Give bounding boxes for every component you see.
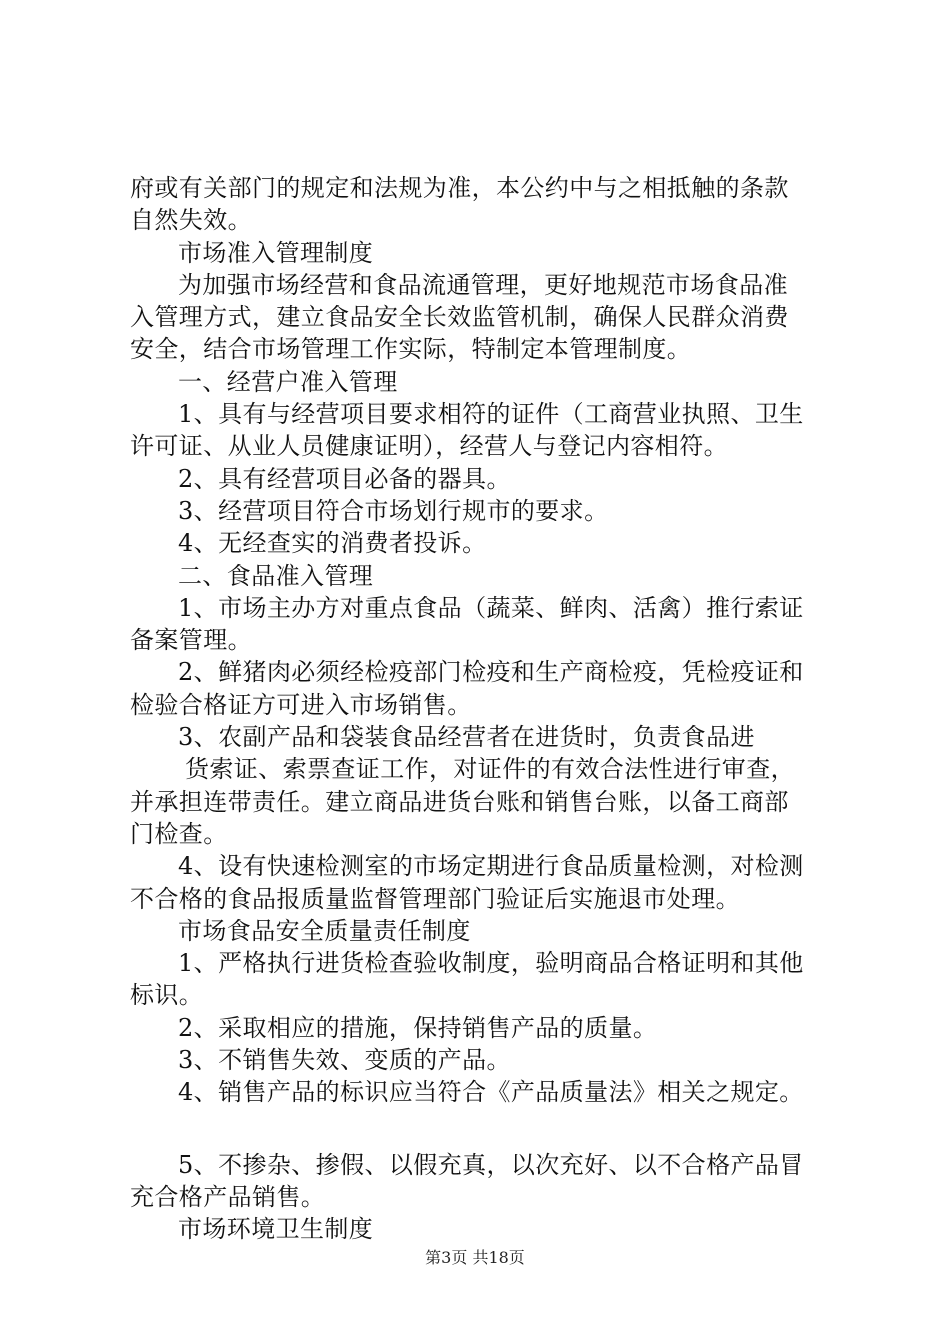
paragraph-line: 并承担连带责任。建立商品进货台账和销售台账，以备工商部: [130, 787, 789, 816]
paragraph-line: 许可证、从业人员健康证明），经营人与登记内容相符。: [130, 432, 728, 461]
list-item: 5、不掺杂、掺假、以假充真，以次充好、以不合格产品冒: [178, 1150, 804, 1179]
list-item: 2、具有经营项目必备的器具。: [178, 464, 511, 493]
section-heading: 一、经营户准入管理: [178, 367, 398, 396]
list-item: 2、采取相应的措施，保持销售产品的质量。: [178, 1013, 658, 1042]
list-item: 1、具有与经营项目要求相符的证件（工商营业执照、卫生: [178, 400, 804, 429]
list-item: 3、农副产品和袋装食品经营者在进货时，负责食品进: [178, 723, 755, 752]
paragraph-line: 府或有关部门的规定和法规为准，本公约中与之相抵触的条款: [130, 174, 789, 202]
list-item: 4、无经查实的消费者投诉。: [178, 529, 487, 558]
section-heading: 二、食品准入管理: [178, 561, 374, 590]
section-title: 市场食品安全质量责任制度: [178, 916, 471, 945]
body-text: [130, 172, 840, 1246]
paragraph-line: 安全，结合市场管理工作实际，特制定本管理制度。: [130, 335, 692, 364]
list-item: 1、市场主办方对重点食品（蔬菜、鲜肉、活禽）推行索证: [178, 593, 804, 622]
blank-line: [130, 1109, 840, 1149]
paragraph-line: 门检查。: [130, 819, 228, 848]
list-item: 3、经营项目符合市场划行规市的要求。: [178, 496, 609, 525]
paragraph-line: 入管理方式，建立食品安全长效监管机制，确保人民群众消费: [130, 303, 789, 332]
list-item: 4、销售产品的标识应当符合《产品质量法》相关之规定。: [178, 1078, 804, 1107]
paragraph-line: 不合格的食品报质量监督管理部门验证后实施退市处理。: [130, 884, 740, 913]
paragraph-line: 充合格产品销售。: [130, 1182, 326, 1211]
list-item: 3、不销售失效、变质的产品。: [178, 1046, 511, 1075]
page-number: 第3页 共18页: [425, 1248, 525, 1267]
paragraph-line: 为加强市场经营和食品流通管理，更好地规范市场食品准: [178, 270, 788, 299]
section-title: 市场环境卫生制度: [178, 1215, 374, 1244]
paragraph-line: 货索证、索票查证工作，对证件的有效合法性进行审查，: [185, 755, 795, 784]
list-item: 2、鲜猪肉必须经检疫部门检疫和生产商检疫，凭检疫证和: [178, 658, 804, 687]
paragraph-line: 备案管理。: [130, 626, 252, 655]
list-item: 4、设有快速检测室的市场定期进行食品质量检测，对检测: [178, 852, 804, 881]
paragraph-line: 标识。: [130, 981, 204, 1010]
list-item: 1、严格执行进货检查验收制度，验明商品合格证明和其他: [178, 949, 804, 978]
paragraph-line: 自然失效。: [130, 206, 252, 235]
paragraph-line: 检验合格证方可进入市场销售。: [130, 690, 472, 719]
section-title: 市场准入管理制度: [178, 238, 374, 267]
